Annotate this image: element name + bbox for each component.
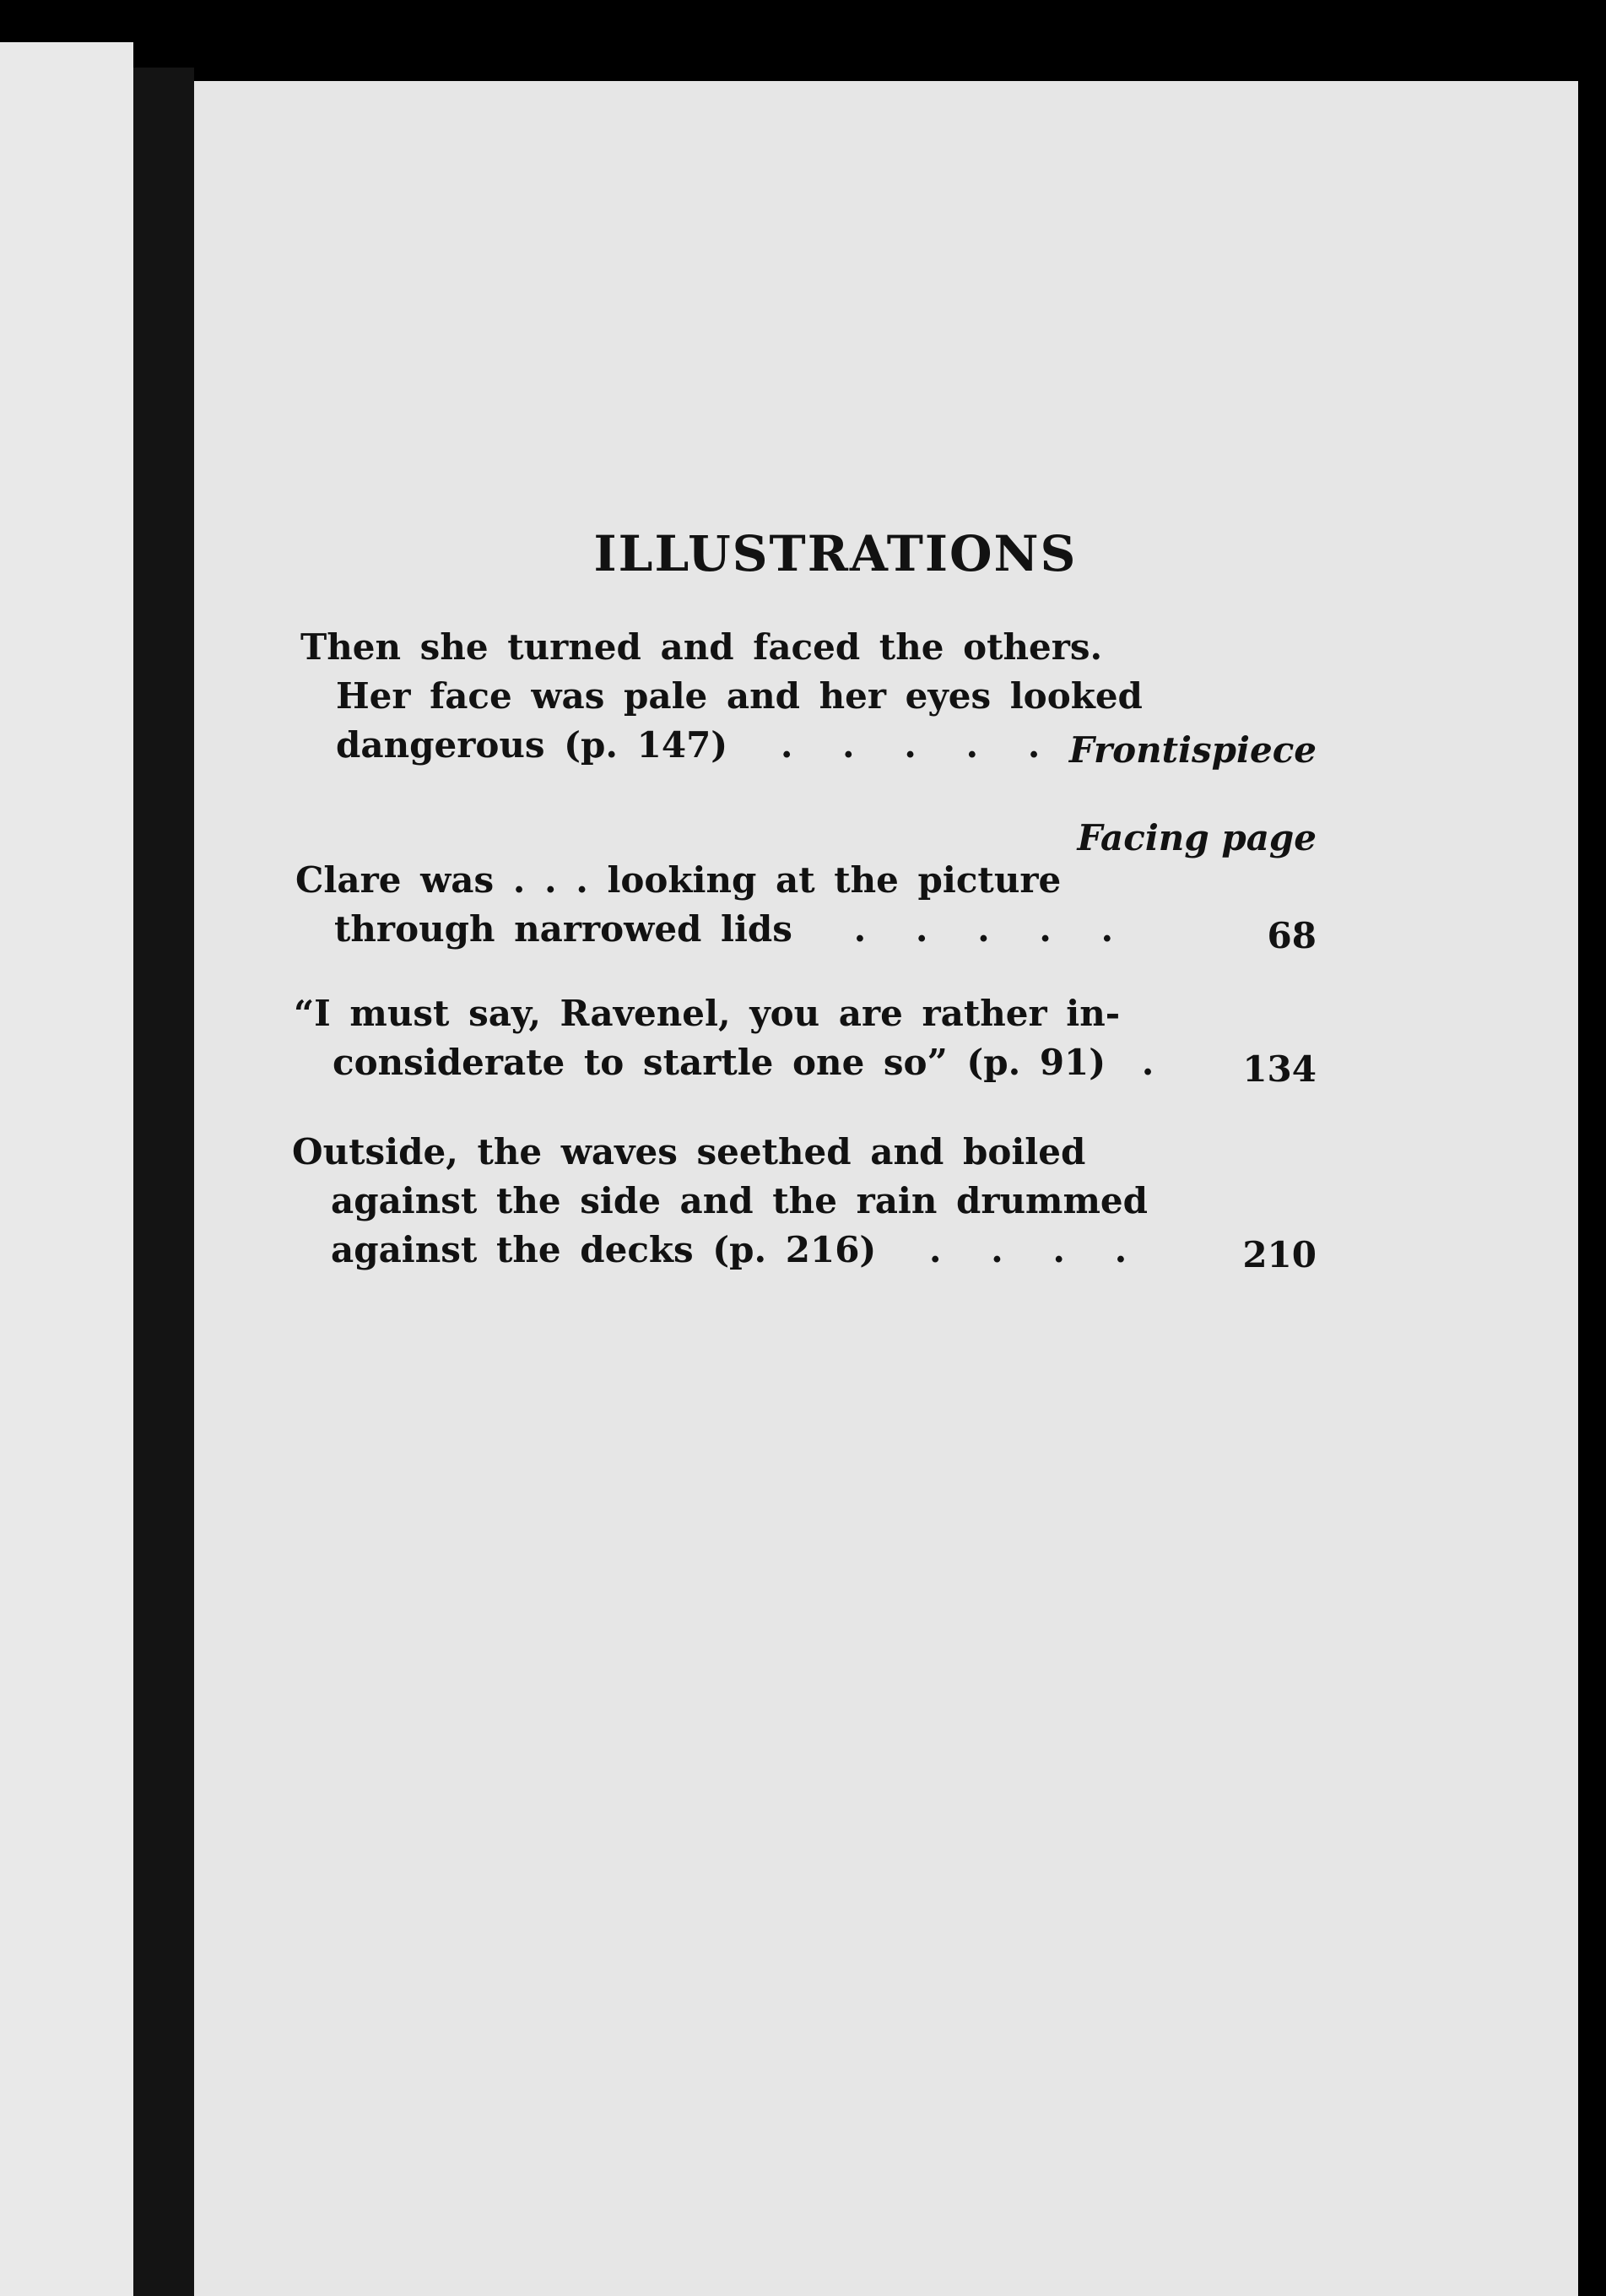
entry-2-line-2	[334, 908, 1125, 950]
entry-2-line-1: Clare was . . . looking at the picture	[295, 859, 1062, 901]
entry-2-page: 68	[1267, 915, 1317, 956]
entry-1-line-1: Then she turned and faced the others.	[300, 626, 1103, 668]
entry-3-line-1: “I must say, Ravenel, you are rather in-	[294, 993, 1121, 1034]
entry-1-line-2: Her face was pale and her eyes looked	[336, 675, 1143, 717]
entry-3-page: 134	[1242, 1048, 1317, 1090]
entry-2-text: through narrowed lids	[334, 908, 792, 950]
entry-3-leader: .	[1141, 1042, 1166, 1083]
entry-3-line-2	[333, 1042, 1165, 1083]
entry-1-line-3	[336, 724, 1052, 766]
entry-3-text: considerate to startle one so” (p. 91)	[333, 1042, 1106, 1083]
entry-1-leader: . . . . .	[780, 724, 1052, 766]
entry-1-text: dangerous (p. 147)	[336, 724, 728, 766]
entry-4-page: 210	[1242, 1234, 1317, 1275]
entry-4-leader: . . . .	[928, 1229, 1139, 1270]
page-title: ILLUSTRATIONS	[593, 525, 1078, 582]
entry-2-leader: . . . . .	[853, 908, 1126, 950]
facing-page-edge	[0, 42, 133, 2296]
binding-gutter	[133, 68, 194, 2296]
book-page	[194, 81, 1578, 2296]
entry-4-text: against the decks (p. 216)	[331, 1229, 877, 1270]
entry-4-line-2: against the side and the rain drummed	[331, 1180, 1149, 1221]
entry-4-line-1: Outside, the waves seethed and boiled	[292, 1131, 1086, 1172]
entry-1-page: Frontispiece	[1068, 729, 1317, 771]
entry-4-line-3	[331, 1229, 1138, 1270]
column-label: Facing page	[1077, 817, 1317, 858]
